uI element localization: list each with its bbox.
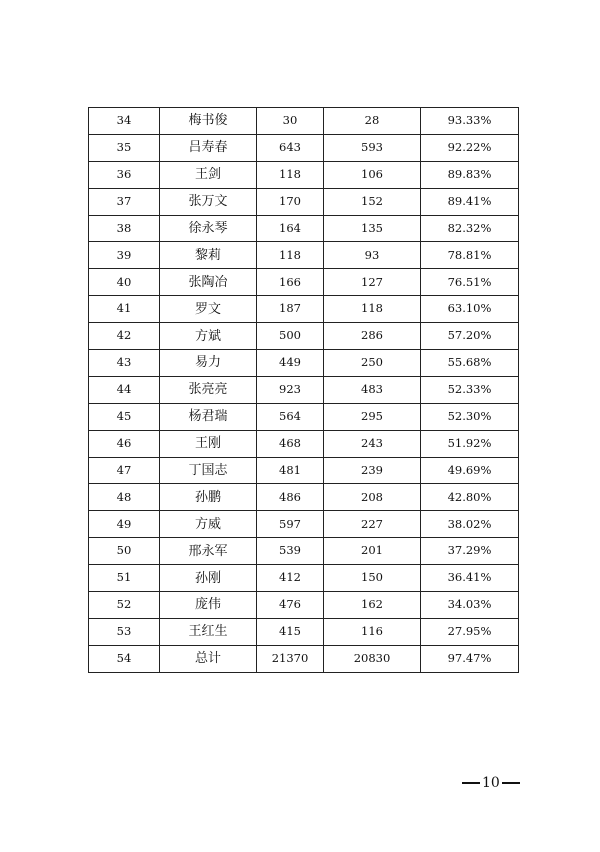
- count-cell: 483: [324, 376, 421, 403]
- count-cell: 28: [324, 108, 421, 135]
- table-row: [89, 592, 519, 619]
- total-cell: 539: [257, 538, 324, 565]
- row-index-cell: 39: [89, 242, 160, 269]
- name-cell: 王红生: [160, 618, 257, 645]
- row-index-cell: 46: [89, 430, 160, 457]
- count-cell: 295: [324, 403, 421, 430]
- rate-cell: 52.33%: [421, 376, 519, 403]
- total-cell: 118: [257, 161, 324, 188]
- count-cell: 106: [324, 161, 421, 188]
- name-cell: 徐永琴: [160, 215, 257, 242]
- total-cell: 412: [257, 565, 324, 592]
- total-cell: 118: [257, 242, 324, 269]
- row-index-cell: 34: [89, 108, 160, 135]
- name-cell: 王剑: [160, 161, 257, 188]
- total-cell: 923: [257, 376, 324, 403]
- row-index-cell: 42: [89, 323, 160, 350]
- name-cell: 庞伟: [160, 592, 257, 619]
- total-cell: 30: [257, 108, 324, 135]
- table-row: [89, 457, 519, 484]
- name-cell: 总计: [160, 645, 257, 672]
- rate-cell: 57.20%: [421, 323, 519, 350]
- name-cell: 张陶冶: [160, 269, 257, 296]
- page-dash-left: [462, 782, 480, 784]
- total-cell: 166: [257, 269, 324, 296]
- table-row: [89, 511, 519, 538]
- row-index-cell: 37: [89, 188, 160, 215]
- rate-cell: 27.95%: [421, 618, 519, 645]
- name-cell: 罗文: [160, 296, 257, 323]
- rate-cell: 92.22%: [421, 134, 519, 161]
- rate-cell: 89.41%: [421, 188, 519, 215]
- name-cell: 吕寿春: [160, 134, 257, 161]
- count-cell: 118: [324, 296, 421, 323]
- row-index-cell: 54: [89, 645, 160, 672]
- row-index-cell: 44: [89, 376, 160, 403]
- data-table: [88, 107, 519, 673]
- table-row: [89, 215, 519, 242]
- row-index-cell: 50: [89, 538, 160, 565]
- table-row: [89, 565, 519, 592]
- row-index-cell: 41: [89, 296, 160, 323]
- row-index-cell: 53: [89, 618, 160, 645]
- row-index-cell: 48: [89, 484, 160, 511]
- total-cell: 170: [257, 188, 324, 215]
- table-row: [89, 108, 519, 135]
- name-cell: 邢永军: [160, 538, 257, 565]
- count-cell: 162: [324, 592, 421, 619]
- name-cell: 孙鹏: [160, 484, 257, 511]
- total-cell: 486: [257, 484, 324, 511]
- table-row: [89, 323, 519, 350]
- name-cell: 易力: [160, 350, 257, 377]
- rate-cell: 89.83%: [421, 161, 519, 188]
- row-index-cell: 45: [89, 403, 160, 430]
- table-row: [89, 645, 519, 672]
- total-cell: 597: [257, 511, 324, 538]
- name-cell: 王刚: [160, 430, 257, 457]
- name-cell: 张亮亮: [160, 376, 257, 403]
- count-cell: 201: [324, 538, 421, 565]
- count-cell: 20830: [324, 645, 421, 672]
- name-cell: 黎莉: [160, 242, 257, 269]
- row-index-cell: 43: [89, 350, 160, 377]
- total-cell: 500: [257, 323, 324, 350]
- page-dash-right: [502, 782, 520, 784]
- row-index-cell: 51: [89, 565, 160, 592]
- total-cell: 415: [257, 618, 324, 645]
- name-cell: 方斌: [160, 323, 257, 350]
- rate-cell: 42.80%: [421, 484, 519, 511]
- total-cell: 476: [257, 592, 324, 619]
- row-index-cell: 52: [89, 592, 160, 619]
- table-row: [89, 538, 519, 565]
- rate-cell: 49.69%: [421, 457, 519, 484]
- name-cell: 孙刚: [160, 565, 257, 592]
- total-cell: 21370: [257, 645, 324, 672]
- table-row: [89, 403, 519, 430]
- row-index-cell: 49: [89, 511, 160, 538]
- table-row: [89, 430, 519, 457]
- row-index-cell: 38: [89, 215, 160, 242]
- rate-cell: 51.92%: [421, 430, 519, 457]
- count-cell: 593: [324, 134, 421, 161]
- rate-cell: 52.30%: [421, 403, 519, 430]
- total-cell: 564: [257, 403, 324, 430]
- table-row: [89, 350, 519, 377]
- count-cell: 116: [324, 618, 421, 645]
- name-cell: 梅书俊: [160, 108, 257, 135]
- rate-cell: 38.02%: [421, 511, 519, 538]
- name-cell: 丁国志: [160, 457, 257, 484]
- total-cell: 164: [257, 215, 324, 242]
- count-cell: 93: [324, 242, 421, 269]
- count-cell: 208: [324, 484, 421, 511]
- count-cell: 135: [324, 215, 421, 242]
- row-index-cell: 35: [89, 134, 160, 161]
- table-row: [89, 618, 519, 645]
- rate-cell: 82.32%: [421, 215, 519, 242]
- count-cell: 239: [324, 457, 421, 484]
- table-row: [89, 242, 519, 269]
- row-index-cell: 36: [89, 161, 160, 188]
- table-row: [89, 296, 519, 323]
- rate-cell: 78.81%: [421, 242, 519, 269]
- count-cell: 127: [324, 269, 421, 296]
- total-cell: 468: [257, 430, 324, 457]
- table-row: [89, 484, 519, 511]
- count-cell: 243: [324, 430, 421, 457]
- total-cell: 449: [257, 350, 324, 377]
- table-body: [89, 108, 519, 673]
- table-row: [89, 376, 519, 403]
- page-number-text: 10: [482, 775, 500, 791]
- total-cell: 481: [257, 457, 324, 484]
- count-cell: 150: [324, 565, 421, 592]
- count-cell: 227: [324, 511, 421, 538]
- count-cell: 286: [324, 323, 421, 350]
- name-cell: 杨君瑞: [160, 403, 257, 430]
- table-row: [89, 161, 519, 188]
- rate-cell: 55.68%: [421, 350, 519, 377]
- rate-cell: 76.51%: [421, 269, 519, 296]
- rate-cell: 63.10%: [421, 296, 519, 323]
- name-cell: 张万文: [160, 188, 257, 215]
- table-row: [89, 269, 519, 296]
- total-cell: 643: [257, 134, 324, 161]
- total-cell: 187: [257, 296, 324, 323]
- page-number: [462, 775, 520, 791]
- count-cell: 250: [324, 350, 421, 377]
- rate-cell: 36.41%: [421, 565, 519, 592]
- rate-cell: 34.03%: [421, 592, 519, 619]
- rate-cell: 97.47%: [421, 645, 519, 672]
- rate-cell: 93.33%: [421, 108, 519, 135]
- row-index-cell: 47: [89, 457, 160, 484]
- row-index-cell: 40: [89, 269, 160, 296]
- name-cell: 方威: [160, 511, 257, 538]
- count-cell: 152: [324, 188, 421, 215]
- table-row: [89, 134, 519, 161]
- table-row: [89, 188, 519, 215]
- rate-cell: 37.29%: [421, 538, 519, 565]
